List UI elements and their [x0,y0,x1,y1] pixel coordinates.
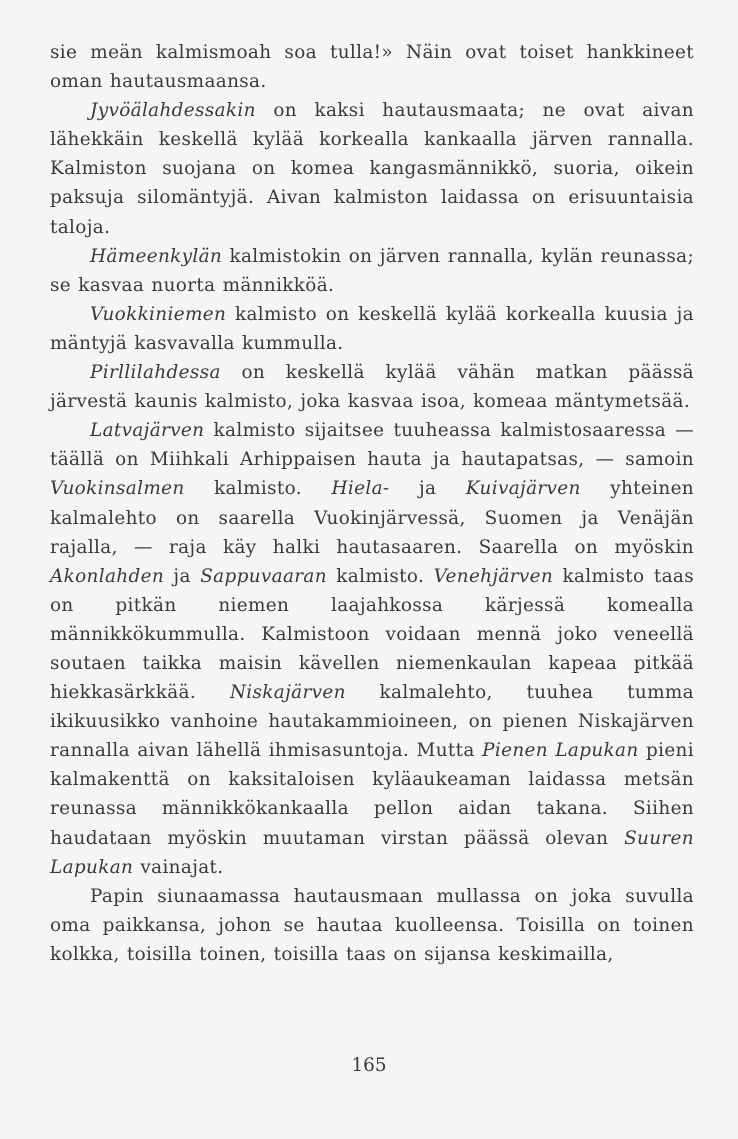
paragraph [50,242,694,300]
text-run: yhteinen kalmalehto on saarella Vuokinjärvessä, Suomen ja Venäjän rajalla, — raja käy halki hautasaaren. Saarella on myöskin [50,478,695,558]
italic-place-name: Akonlahden [50,565,165,587]
text-run: kalmisto. [326,565,434,587]
text-run: on kaksi hautausmaata; ne ovat aivan lähekkäin keskellä kylää korkealla kankaalla järven rannalla. Kalmiston suojana on komea kangasmännikkö, suoria, oikein paksuja silomäntyjä. Aivan kalmiston laidassa on erisuuntaisia taloja. [50,100,694,238]
text-run: kalmisto on keskellä kylää korkealla kuusia ja mäntyjä kasvavalla kummulla. [50,303,694,354]
text-run: kalmisto. [184,478,332,500]
text-run: on keskellä kylää vähän matkan päässä järvestä kaunis kalmisto, joka kasvaa isoa, komeaa mäntymetsää. [50,362,694,413]
paragraph [50,96,694,241]
paragraph [50,882,694,969]
text-run: kalmisto taas on pitkän niemen laajahkossa kärjessä komealla männikkökummulla. Kalmistoon voidaan mennä joko veneellä soutaen taikka maisin kävellen niemenkaulan kapeaa pitkää hiekkasärkkää. [50,565,694,704]
italic-place-name: Suuren Lapukan [50,827,694,878]
text-run: kalmisto sijaitsee tuuheassa kalmistosaaressa — täällä on Miihkali Arhippaisen hauta ja hautapatsas, — samoin [50,420,694,471]
page-number: 165 [351,1055,387,1076]
italic-place-name: Venehjärven [433,565,554,587]
italic-place-name: Latvajärven [90,420,205,442]
text-run: kalmalehto, tuuhea tumma ikikuusikko vanhoine hautakammioineen, on pienen Niskajärven rannalla aivan lähellä ihmisasuntoja. Mutta [50,682,694,762]
text-run: pieni kalmakenttä on kaksitaloisen kyläaukeaman laidassa metsän reunassa männikkökankaalla pellon aidan takana. Siihen haudataan myöskin muutaman virstan päässä olevan [50,740,694,849]
text-run: sie meän kalmismoah soa tulla!» Näin ovat toiset hankkineet oman hautausmaansa. [50,42,694,93]
paragraph [50,300,694,358]
text-run: vainajat. [133,856,224,878]
italic-place-name: Kuivajärven [465,478,581,500]
text-run: Papin siunaamassa hautausmaan mullassa on joka suvulla oma paikkansa, johon se hautaa kuolleensa. Toisilla on toinen kolkka, toisilla toinen, toisilla taas on sijansa keskimailla, [50,885,694,965]
italic-place-name: Niskajärven [229,682,346,704]
italic-place-name: Pirllilahdessa [90,362,221,384]
paragraph [50,358,694,416]
text-run: kalmistokin on järven rannalla, kylän reunassa; se kasvaa nuorta männikköä. [50,245,694,296]
page-body-text [50,38,694,969]
italic-place-name: Vuokinsalmen [50,478,185,500]
italic-place-name: Vuokkiniemen [90,303,227,325]
text-run: ja [164,565,201,587]
text-run: ja [389,478,466,500]
paragraph [50,38,694,96]
paragraph [50,416,694,882]
italic-place-name: Hiela- [331,478,390,500]
italic-place-name: Sappuvaaran [200,565,327,587]
italic-place-name: Pienen Lapukan [482,740,639,762]
italic-place-name: Hämeenkylän [90,245,223,267]
italic-place-name: Jyvöälahdessakin [90,100,256,122]
